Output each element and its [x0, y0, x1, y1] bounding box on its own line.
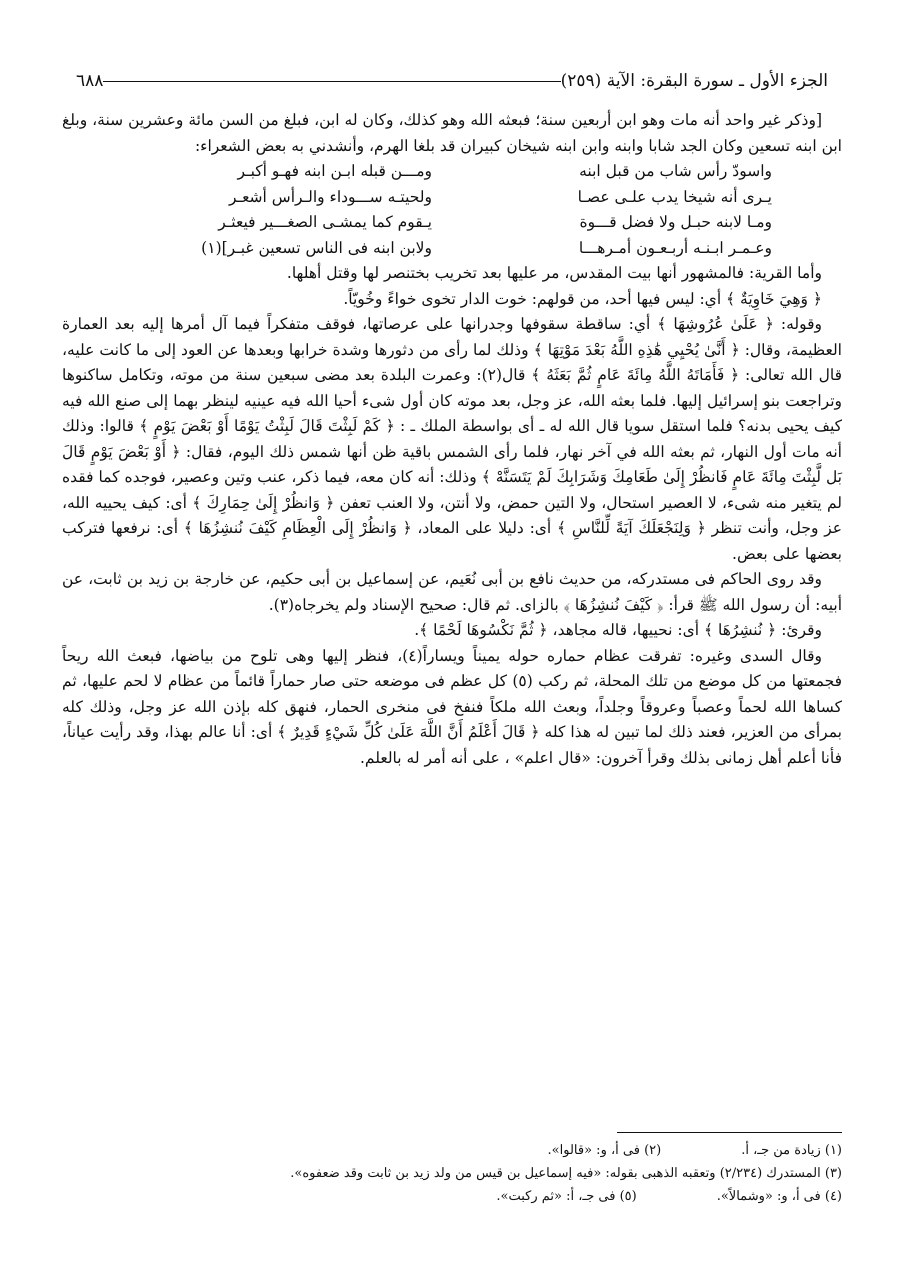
- footnote-2: (٢) فى أ، و: «قالوا».: [547, 1143, 662, 1158]
- verse-second-half: يـقوم كما يمشـى الصغـــير فيعثـر: [218, 213, 432, 231]
- verse-second-half: ولابن ابنه فى الناس تسعين غبـر](١): [201, 238, 432, 257]
- poem-verse: [132, 159, 772, 185]
- footnote-4: (٤) فى أ، و: «وشمالاً».: [716, 1189, 842, 1204]
- page: [62, 66, 842, 771]
- verse-second-half: ومـــن قبله ابـن ابنه فهـو أكبـر: [237, 162, 432, 180]
- verse-first-half: وعـمـر ابـنـه أربـعـون أمـرهـــا: [578, 238, 772, 257]
- running-title: الجزء الأول ـ سورة البقرة: الآية (٢٥٩): [560, 71, 828, 91]
- running-header: [62, 66, 842, 96]
- verse-second-half: ولحيتـه ســـوداء والـرأس أشعـر: [228, 187, 432, 206]
- poem: [132, 159, 772, 261]
- paragraph-qira-a: وقرئ: ﴿ نُنشِرُهَا ﴾ أى: نحييها، قاله مجاهد، ﴿ ثُمَّ نَكْسُوهَا لَحْمًا ﴾.: [414, 621, 822, 639]
- verse-first-half: يـرى أنه شيخا يدب علـى عصـا: [577, 187, 772, 206]
- paragraph-urushiha: وقوله: ﴿ عَلَىٰ عُرُوشِهَا ﴾ أي: ساقطة سقوفها وجدرانها على عرصاتها، فوقف متفكراً فيما آل أمرها إليه بعد العمارة العظيمة، وقال: ﴿ أَنَّىٰ يُحْيِي هَٰذِهِ اللَّهُ بَعْدَ مَوْتِهَا ﴾ وذلك لما رأى من دثورها وشدة خرابها وبعدها عن العود إلى ما كانت عليه، قال الله تعالى: ﴿ فَأَمَاتَهُ اللَّهُ مِائَةَ عَامٍ ثُمَّ بَعَثَهُ ﴾ قال(٢): وعمرت البلدة بعد مضى سبعين سنة من موته، وتكامل ساكنوها وتراجعت بنو إسرائيل إليها. فلما بعثه الله، عز وجل، بعد موته كان أول شىء أحيا الله فيه عينيه لينظر بهما إلى صنع الله فيه كيف يحيى بدنه؟ فلما استقل سويا قال الله له ـ أى بواسطة الملك ـ : ﴿ كَمْ لَبِثْتَ قَالَ لَبِثْتُ يَوْمًا أَوْ بَعْضَ يَوْمٍ ﴾ قالوا: وذلك أنه مات أول النهار، ثم بعثه الله في آخر نهار، فلما رأى الشمس باقية ظن أنها شمس ذلك اليوم، فقال: ﴿ أَوْ بَعْضَ يَوْمٍ قَالَ بَل لَّبِثْتَ مِائَةَ عَامٍ فَانظُرْ إِلَىٰ طَعَامِكَ وَشَرَابِكَ لَمْ يَتَسَنَّهْ ﴾ وذلك: أنه كان معه، فيما ذكر، عنب وتين وعصير، فوجده كما فقده لم يتغير منه شىء، لا العصير استحال، ولا التين حمض، ولا أنتن، ولا العنب تعفن ﴿ وَانظُرْ إِلَىٰ حِمَارِكَ ﴾ أى: كيف يحييه الله، عز وجل، وأنت تنظر ﴿ وَلِنَجْعَلَكَ آيَةً لِّلنَّاسِ ﴾ أى: دليلا على المعاد، ﴿ وَانظُرْ إِلَى الْعِظَامِ كَيْفَ نُنشِزُهَا ﴾ أى: نرفعها فتركب بعضها على بعض.: [62, 315, 842, 563]
- poem-verse: [132, 236, 772, 262]
- verse-first-half: واسودّ رأس شاب من قبل ابنه: [579, 162, 772, 180]
- footnote-3: (٣) المستدرك (٢/٢٣٤) وتعقبه الذهبى بقوله: «فيه إسماعيل بن قيس من ولد زيد بن ثابت وقد ضعفوه».: [290, 1166, 842, 1181]
- footnote-separator: [617, 1132, 842, 1133]
- footnote-5: (٥) فى جـ، أ: «ثم ركبت».: [496, 1189, 637, 1204]
- footnote-row: [62, 1185, 842, 1208]
- header-rule: [103, 81, 560, 82]
- footnote-row: [62, 1139, 842, 1162]
- paragraph-intro: [وذكر غير واحد أنه مات وهو ابن أربعين سنة؛ فبعثه الله وهو كذلك، وكان له ابن، فبلغ من السن مائة وعشرين سنة، وبلغ ابن ابنه تسعين وكان الجد شابا وابنه وابن ابنه شيخان كبيران قد بلغا الهرم، وأنشدني به بعض الشعراء:: [62, 111, 842, 155]
- verse-first-half: ومـا لابنه حبـل ولا فضل قـــوة: [579, 213, 772, 231]
- page-number: ٦٨٨: [76, 71, 104, 91]
- footnotes: [62, 1132, 842, 1208]
- footnote-1: (١) زيادة من جـ، أ.: [741, 1143, 842, 1158]
- paragraph-hakim: وقد روى الحاكم فى مستدركه، من حديث نافع بن أبى نُعَيم، عن إسماعيل بن أبى حكيم، عن خارجة بن زيد بن ثابت، عن أبيه: أن رسول الله ﷺ قرأ: ﴿ كَيْفَ نُنشِزُهَا ﴾ بالزاى. ثم قال: صحيح الإسناد ولم يخرجاه(٣).: [62, 570, 842, 614]
- poem-verse: [132, 185, 772, 211]
- poem-verse: [132, 210, 772, 236]
- main-text: [62, 108, 842, 771]
- paragraph-suddi: وقال السدى وغيره: تفرقت عظام حماره حوله يميناً ويساراً(٤)، فنظر إليها وهى تلوح من بياضها، فبعث الله ريحاً فجمعتها من كل موضع من تلك المحلة، ثم ركب (٥) كل عظم فى موضعه حتى صار حماراً قائماً من عظام لا لحم عليها، ثم كساها الله لحماً وعصباً وعروقاً وجلداً، وبعث الله ملكاً فنفخ فى منخرى الحمار، فنهق كله بإذن الله عز وجل، وذلك كله بمرأى من العزير، فعند ذلك لما تبين له هذا كله ﴿ قَالَ أَعْلَمُ أَنَّ اللَّهَ عَلَىٰ كُلِّ شَيْءٍ قَدِيرٌ ﴾ أى: أنا عالم بهذا، وقد رأيت عياناً، فأنا أعلم أهل زمانى بذلك وقرأ آخرون: «قال اعلم» ، على أنه أمر له بالعلم.: [62, 646, 842, 767]
- paragraph-khawiya: ﴿ وَهِيَ خَاوِيَةٌ ﴾ أي: ليس فيها أحد، من قولهم: خوت الدار تخوى خواءً وخُويّاً.: [343, 289, 822, 308]
- paragraph-village: وأما القرية: فالمشهور أنها بيت المقدس، مر عليها بعد تخريب بختنصر لها وقتل أهلها.: [286, 264, 822, 282]
